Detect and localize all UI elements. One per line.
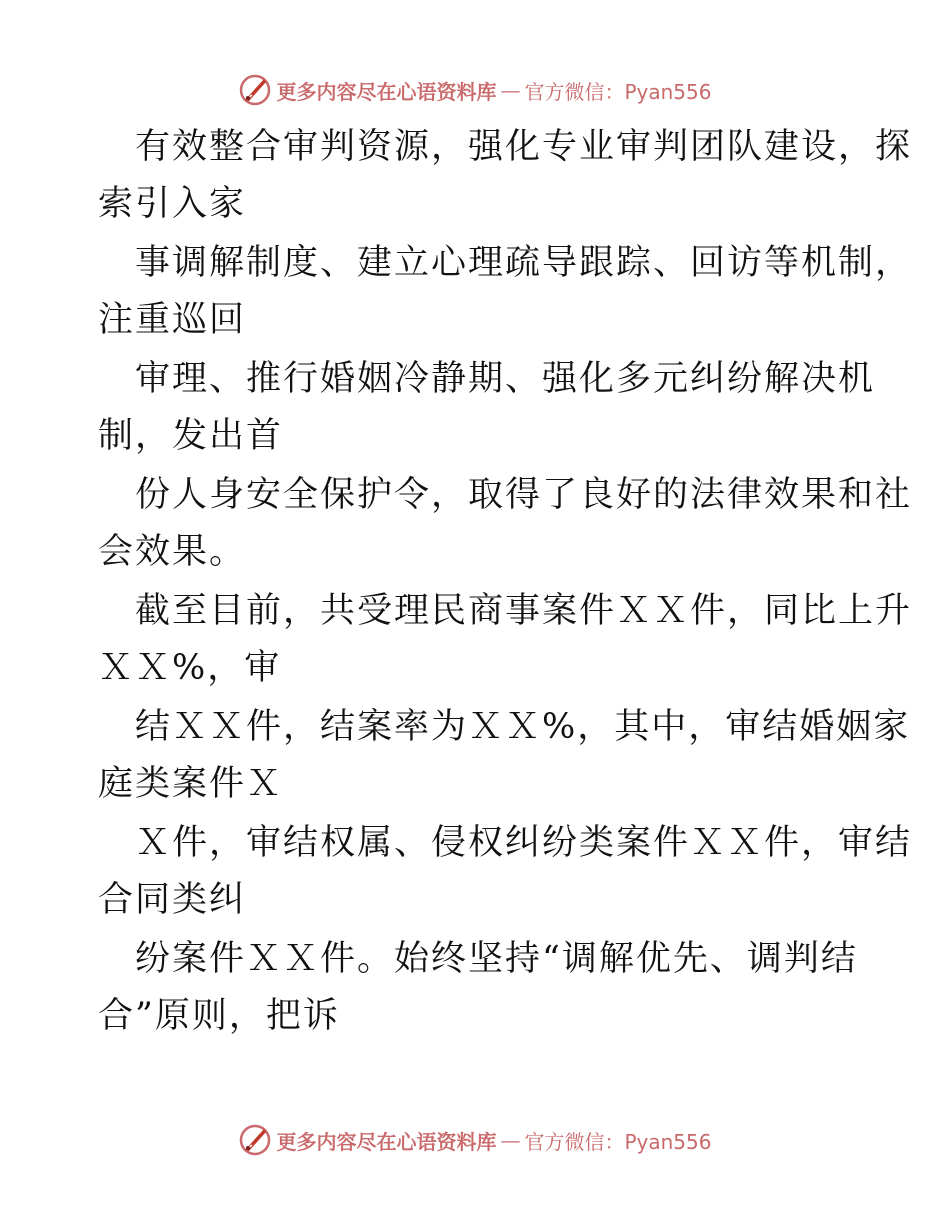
text-line: Ｘ件，审结权属、侵权纠纷类案件ＸＸ件，审结 [135,823,913,863]
header-banner [0,70,950,110]
text-line: 份人身安全保护令，取得了良好的法律效果和社 [135,475,913,515]
quill-pen-logo-icon [238,73,272,107]
quill-pen-logo-icon [238,1123,272,1157]
text-line: 合”原则，把诉 [98,996,340,1036]
text-line: 截至目前，共受理民商事案件ＸＸ件，同比上升 [135,591,913,631]
text-line: 会效果。 [98,532,247,572]
text-line: 纷案件ＸＸ件。始终坚持“调解优先、调判结 [135,939,858,979]
banner-contact: 官方微信：Pyan556 [524,79,712,104]
banner-text: 更多内容尽在心语资料库 [276,1129,497,1154]
text-line: 庭类案件Ｘ [98,764,284,804]
text-line: 索引入家 [98,184,247,224]
banner-dash: — [500,78,521,102]
banner-dash: — [500,1128,521,1152]
text-line: 审理、推行婚姻冷静期、强化多元纠纷解决机 [135,359,876,399]
banner-contact: 官方微信：Pyan556 [524,1129,712,1154]
banner-text: 更多内容尽在心语资料库 [276,79,497,104]
text-line: 事调解制度、建立心理疏导跟踪、回访等机制， [135,243,913,283]
text-line: ＸＸ%，审 [98,648,282,688]
text-line: 制，发出首 [98,416,284,456]
text-line: 有效整合审判资源，强化专业审判团队建设，探 [135,127,913,167]
text-line: 合同类纠 [98,880,247,920]
text-line: 结ＸＸ件，结案率为ＸＸ%，其中，审结婚姻家 [135,707,911,747]
footer-banner [0,1120,950,1160]
text-line: 注重巡回 [98,300,247,340]
